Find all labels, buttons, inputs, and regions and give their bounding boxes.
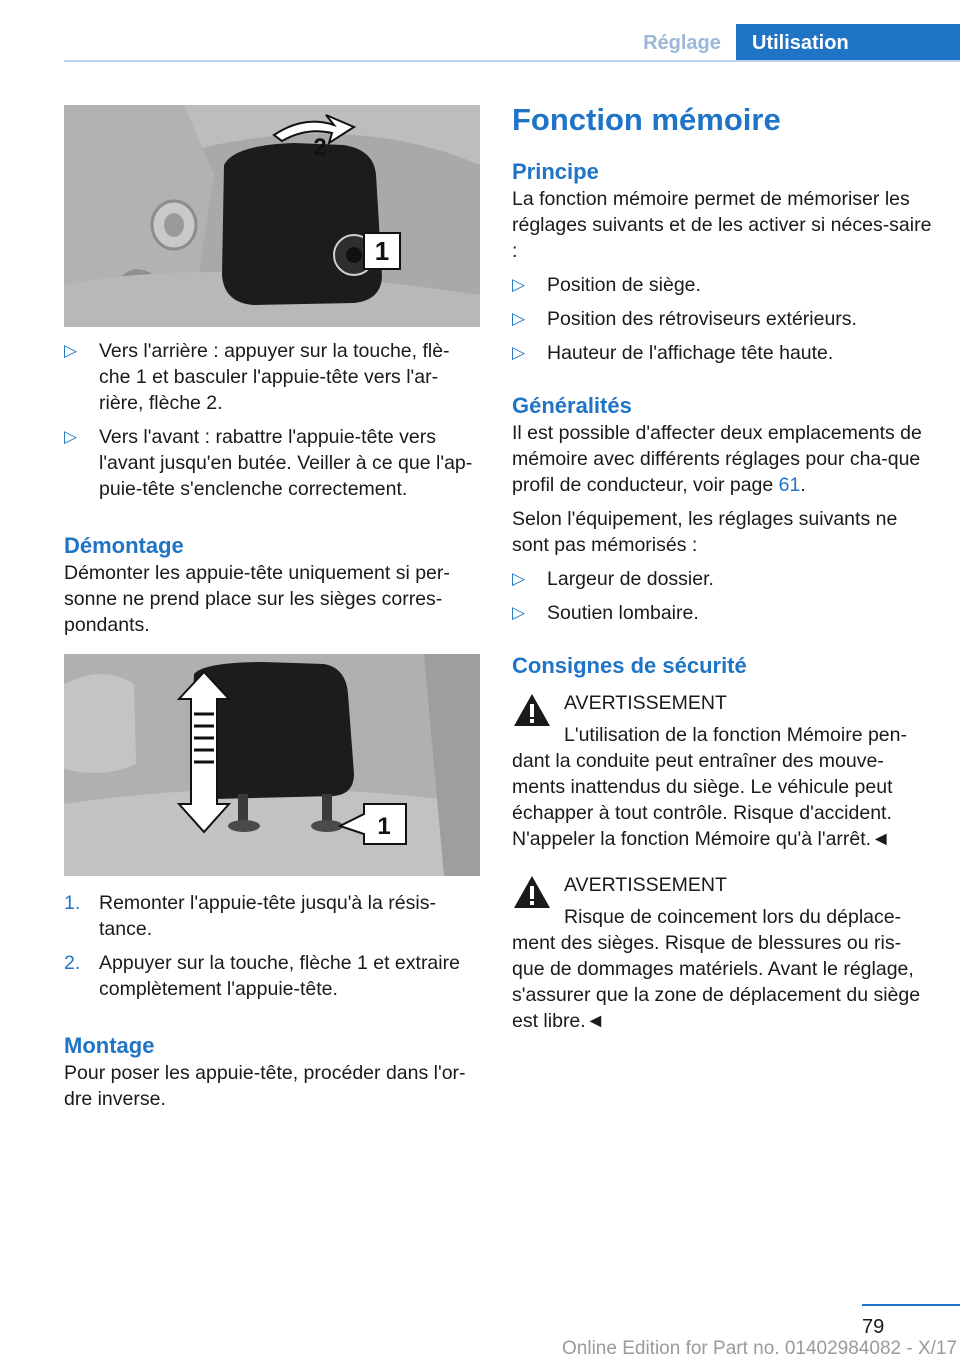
page-link[interactable]: 61: [778, 474, 801, 496]
list-item: [64, 424, 480, 502]
figure-label: 1: [377, 813, 391, 840]
warning-block: [512, 872, 932, 1034]
section-title-securite: Consignes de sécurité: [512, 653, 747, 678]
list-item: [64, 950, 480, 1002]
warning-text-first-line: Risque de coincement lors du déplace-: [564, 906, 902, 928]
demontage-paragraph: Démonter les appuie-tête uniquement si per-sonne ne prend place sur les sièges corres-pondants.: [64, 562, 450, 636]
list-number: 1.: [64, 892, 81, 914]
list-item-text: Remonter l'appuie-tête jusqu'à la résis-tance.: [99, 892, 436, 940]
list-item-text: Position des rétroviseurs extérieurs.: [547, 308, 857, 330]
list-item-text: Position de siège.: [547, 274, 701, 296]
warning-text-first-line: L'utilisation de la fonction Mémoire pen-: [564, 724, 907, 746]
page-number: 79: [862, 1316, 885, 1338]
tab-reglage[interactable]: Réglage: [643, 32, 721, 54]
tab-utilisation[interactable]: Utilisation: [736, 24, 960, 62]
list-item: [64, 338, 480, 416]
list-item: [512, 272, 932, 298]
generalites-text-end: .: [800, 474, 806, 496]
warning-text: ment des sièges. Risque de blessures ou ris-que de dommages matériels. Avant le réglage, s'assurer que la zone de déplacement du siège est libre.◄: [512, 932, 921, 1032]
triangle-bullet-icon: ▷: [64, 341, 78, 360]
section-title-principe: Principe: [512, 159, 599, 184]
list-item: [64, 890, 480, 942]
figure-label: 1: [374, 236, 390, 266]
montage-paragraph: Pour poser les appuie-tête, procéder dans l'or-dre inverse.: [64, 1062, 466, 1110]
figure-label: 2: [313, 134, 327, 161]
headrest-tilt-illustration: [64, 105, 480, 327]
page-title: Fonction mémoire: [512, 102, 781, 137]
generalites-paragraph: [512, 420, 932, 498]
edition-footer: Online Edition for Part no. 01402984082 - X/17: [562, 1338, 958, 1359]
list-number: 2.: [64, 952, 81, 974]
section-title-montage: Montage: [64, 1033, 155, 1058]
warning-icon: [512, 692, 552, 728]
headrest-removal-illustration: [64, 654, 480, 876]
principe-paragraph: La fonction mémoire permet de mémoriser les réglages suivants et de les activer si néces-saire :: [512, 188, 932, 262]
left-column-upper: [64, 338, 480, 638]
right-column: [512, 102, 932, 1034]
list-item-text: Appuyer sur la touche, flèche 1 et extraire complètement l'appuie-tête.: [99, 952, 460, 1000]
triangle-bullet-icon: ▷: [512, 343, 526, 362]
left-column-lower: [64, 890, 480, 1112]
warning-title: AVERTISSEMENT: [564, 874, 727, 896]
triangle-bullet-icon: ▷: [512, 569, 526, 588]
list-item-text: Vers l'avant : rabattre l'appuie-tête vers l'avant jusqu'en butée. Veiller à ce que l'ap-puie-tête s'enclenche correctement.: [99, 426, 473, 500]
list-item-text: Soutien lombaire.: [547, 602, 699, 624]
triangle-bullet-icon: ▷: [64, 427, 78, 446]
list-item: [512, 600, 932, 626]
section-title-demontage: Démontage: [64, 533, 184, 558]
warning-icon: [512, 874, 552, 910]
triangle-bullet-icon: ▷: [512, 309, 526, 328]
triangle-bullet-icon: ▷: [512, 603, 526, 622]
footer-rule: [862, 1304, 960, 1306]
warning-title: AVERTISSEMENT: [564, 692, 727, 714]
list-item-text: Vers l'arrière : appuyer sur la touche, flè-che 1 et basculer l'appuie-tête vers l'ar-rière, flèche 2.: [99, 340, 450, 414]
list-item-text: Largeur de dossier.: [547, 568, 714, 590]
list-item: [512, 306, 932, 332]
section-title-generalites: Généralités: [512, 393, 632, 418]
triangle-bullet-icon: ▷: [512, 275, 526, 294]
list-item-text: Hauteur de l'affichage tête haute.: [547, 342, 834, 364]
list-item: [512, 566, 932, 592]
headrest-removal-figure: [64, 654, 480, 876]
warning-block: [512, 690, 932, 852]
selon-paragraph: Selon l'équipement, les réglages suivants ne sont pas mémorisés :: [512, 508, 898, 556]
generalites-text: Il est possible d'affecter deux emplacements de mémoire avec différents réglages pour cha-que profil de conducteur, voir page: [512, 422, 922, 496]
list-item: [512, 340, 932, 366]
headrest-tilt-figure: [64, 105, 480, 327]
header-rule: [64, 60, 960, 62]
warning-text: dant la conduite peut entraîner des mouve-ments inattendus du siège. Le véhicule peut échapper à tout contrôle. Risque d'accident. N'appeler la fonction Mémoire qu'à l'arrêt.◄: [512, 750, 893, 850]
